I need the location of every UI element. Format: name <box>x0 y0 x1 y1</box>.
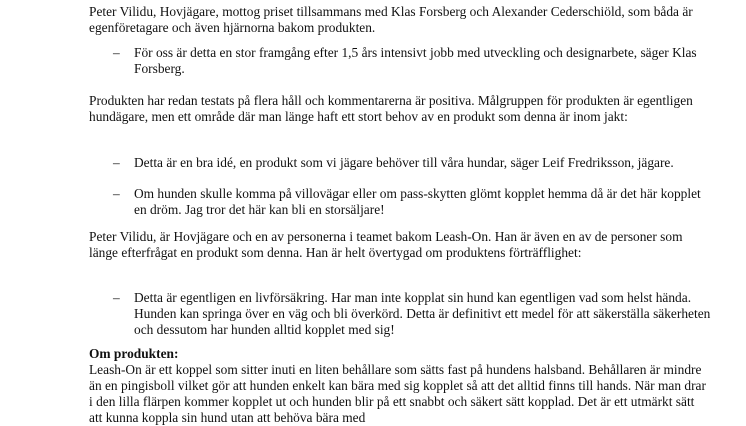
paragraph-peter: Peter Vilidu, är Hovjägare och en av personerna i teamet bakom Leash-On. Han är även en av de personer som länge efterfrågat en produkt som denna. Han är helt övertygad om produktens förträfflighet: <box>89 229 683 261</box>
quote-text: Detta är egentligen en livförsäkring. Har man inte kopplat sin hund kan egentligen vad som helst hända. Hunden kan springa över en väg och bli överkörd. Detta är definitivt ett medel för att säkerställa säkerheten och dessutom har hunden alltid kopplet med sig! <box>134 290 711 338</box>
dash-bullet: – <box>113 155 120 170</box>
quote-text: Detta är en bra idé, en produkt som vi jägare behöver till våra hundar, säger Leif Fredriksson, jägare. <box>134 155 674 170</box>
paragraph-award: Peter Vilidu, Hovjägare, mottog priset tillsammans med Klas Forsberg och Alexander Cederschiöld, som båda är egenföretagare och även hjärnorna bakom produkten. <box>89 4 693 36</box>
paragraph-tested: Produkten har redan testats på flera håll och kommentarerna är positiva. Målgruppen för produkten är egentligen hundägare, men ett område där man länge haft ett stort behov av en produkt som denna är inom jakt: <box>89 93 693 125</box>
section-heading: Om produkten: <box>89 346 179 361</box>
dash-bullet: – <box>113 45 120 60</box>
quote-text: För oss är detta en stor framgång efter 1,5 års intensivt jobb med utveckling och designarbete, säger Klas Forsberg. <box>134 45 697 77</box>
dash-bullet: – <box>113 290 120 305</box>
paragraph-product: Leash-On är ett koppel som sitter inuti en liten behållare som sätts fast på hundens halsband. Behållaren är mindre än en pingisboll vilket gör att hunden enkelt kan bära med sig kopplet så att det alltid finns till hands. När man drar i den lilla flärpen kommer kopplet ut och hunden blir på ett snabbt och säkert sätt kopplad. Det är ett utmärkt sätt att kunna koppla sin hund utan att behöva bära med <box>89 362 706 426</box>
dash-bullet: – <box>113 186 120 201</box>
quote-text: Om hunden skulle komma på villovägar eller om pass-skytten glömt kopplet hemma då är det här kopplet en dröm. Jag tror det här kan bli en storsäljare! <box>134 186 701 218</box>
